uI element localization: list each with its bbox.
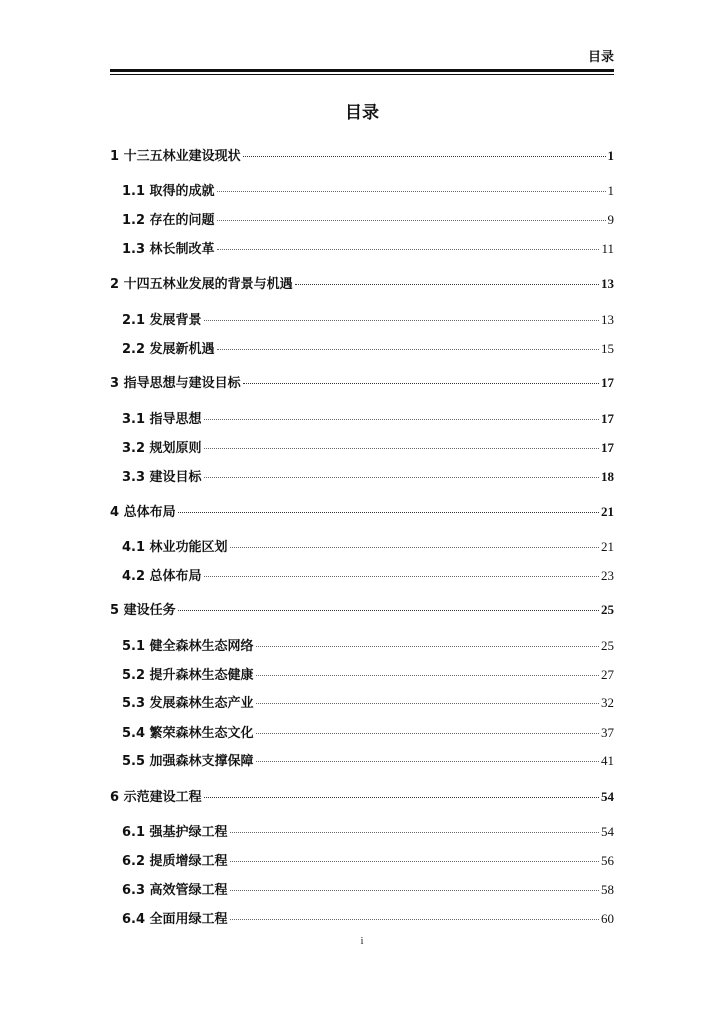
toc-entry-label: 1.2 存在的问题: [122, 213, 215, 228]
toc-entry-label: 6.2 提质增绿工程: [122, 854, 228, 869]
toc-entry-6-1[interactable]: [122, 823, 614, 841]
table-of-contents: [110, 0, 614, 960]
toc-entry-label: 2.2 发展新机遇: [122, 342, 215, 357]
toc-entry-1[interactable]: [110, 147, 614, 165]
running-head: 目录: [587, 50, 614, 65]
toc-entry-page: 56: [601, 853, 614, 868]
toc-entry-label: 4.2 总体布局: [122, 569, 202, 584]
toc-entry-page: 25: [601, 638, 614, 653]
toc-entry-3-2[interactable]: [122, 439, 614, 457]
toc-entry-page: 32: [601, 695, 614, 710]
toc-entry-page: 21: [601, 539, 614, 554]
toc-entry-page: 1: [607, 148, 614, 163]
toc-entry-3[interactable]: [110, 374, 614, 392]
toc-entry-page: 9: [607, 212, 614, 227]
toc-dot-leader: [204, 476, 599, 478]
toc-dot-leader: [256, 760, 599, 762]
toc-dot-leader: [243, 155, 606, 157]
toc-entry-label: 1 十三五林业建设现状: [110, 149, 241, 164]
toc-entry-label: 5.3 发展森林生态产业: [122, 696, 254, 711]
toc-entry-page: 60: [601, 911, 614, 926]
toc-entry-1-2[interactable]: [122, 211, 614, 229]
toc-entry-page: 11: [601, 241, 614, 256]
toc-dot-leader: [230, 546, 599, 548]
toc-entry-label: 3 指导思想与建设目标: [110, 376, 241, 391]
toc-entry-3-3[interactable]: [122, 468, 614, 486]
toc-entry-label: 6 示范建设工程: [110, 790, 202, 805]
toc-entry-label: 5.1 健全森林生态网络: [122, 639, 254, 654]
toc-entry-page: 17: [601, 411, 614, 426]
toc-dot-leader: [204, 418, 599, 420]
toc-dot-leader: [256, 732, 599, 734]
toc-dot-leader: [243, 382, 599, 384]
toc-entry-label: 2.1 发展背景: [122, 313, 202, 328]
toc-entry-5[interactable]: [110, 601, 614, 619]
toc-entry-page: 17: [601, 375, 614, 390]
toc-entry-6-3[interactable]: [122, 881, 614, 899]
toc-entry-5-4[interactable]: [122, 724, 614, 742]
toc-entry-3-1[interactable]: [122, 410, 614, 428]
toc-entry-page: 1: [607, 183, 614, 198]
toc-entry-label: 3.1 指导思想: [122, 412, 202, 427]
toc-entry-page: 41: [601, 753, 614, 768]
toc-entry-5-1[interactable]: [122, 637, 614, 655]
toc-entry-6[interactable]: [110, 788, 614, 806]
toc-entry-5-3[interactable]: [122, 694, 614, 712]
toc-dot-leader: [230, 918, 599, 920]
toc-entry-page: 37: [601, 725, 614, 740]
toc-dot-leader: [217, 190, 606, 192]
toc-entry-page: 15: [601, 341, 614, 356]
toc-entry-label: 4.1 林业功能区划: [122, 540, 228, 555]
toc-entry-page: 21: [601, 504, 614, 519]
toc-entry-label: 5 建设任务: [110, 603, 176, 618]
toc-entry-1-3[interactable]: [122, 240, 614, 258]
toc-entry-6-2[interactable]: [122, 852, 614, 870]
toc-entry-5-5[interactable]: [122, 752, 614, 770]
toc-entry-label: 6.4 全面用绿工程: [122, 912, 228, 927]
toc-entry-1-1[interactable]: [122, 182, 614, 200]
toc-entry-page: 13: [601, 276, 614, 291]
toc-entry-2-2[interactable]: [122, 340, 614, 358]
toc-title: 目录: [345, 103, 379, 123]
toc-dot-leader: [217, 219, 606, 221]
toc-dot-leader: [204, 575, 599, 577]
toc-entry-4-2[interactable]: [122, 567, 614, 585]
page-number: i: [360, 936, 364, 947]
toc-entry-page: 18: [601, 469, 614, 484]
toc-dot-leader: [256, 702, 599, 704]
toc-entry-6-4[interactable]: [122, 910, 614, 928]
toc-dot-leader: [217, 348, 599, 350]
toc-entry-page: 17: [601, 440, 614, 455]
toc-dot-leader: [178, 511, 599, 513]
toc-dot-leader: [230, 889, 599, 891]
toc-entry-page: 54: [601, 824, 614, 839]
toc-entry-2-1[interactable]: [122, 311, 614, 329]
toc-entry-page: 58: [601, 882, 614, 897]
toc-entry-label: 1.1 取得的成就: [122, 184, 215, 199]
toc-entry-label: 2 十四五林业发展的背景与机遇: [110, 277, 293, 292]
toc-entry-label: 5.4 繁荣森林生态文化: [122, 726, 254, 741]
toc-entry-page: 13: [601, 312, 614, 327]
toc-dot-leader: [295, 283, 599, 285]
toc-dot-leader: [256, 674, 599, 676]
toc-dot-leader: [204, 319, 599, 321]
toc-entry-label: 6.3 高效管绿工程: [122, 883, 228, 898]
toc-entry-label: 4 总体布局: [110, 505, 176, 520]
toc-entry-page: 25: [601, 602, 614, 617]
toc-entry-label: 5.2 提升森林生态健康: [122, 668, 254, 683]
toc-dot-leader: [178, 609, 599, 611]
toc-entry-label: 5.5 加强森林支撑保障: [122, 754, 254, 769]
toc-entry-label: 6.1 强基护绿工程: [122, 825, 228, 840]
toc-dot-leader: [204, 796, 599, 798]
toc-dot-leader: [230, 831, 599, 833]
toc-entry-label: 3.2 规划原则: [122, 441, 202, 456]
toc-entry-4[interactable]: [110, 503, 614, 521]
toc-entry-page: 54: [601, 789, 614, 804]
toc-entry-2[interactable]: [110, 275, 614, 293]
toc-entry-4-1[interactable]: [122, 538, 614, 556]
toc-dot-leader: [204, 447, 599, 449]
toc-entry-label: 1.3 林长制改革: [122, 242, 215, 257]
toc-entry-5-2[interactable]: [122, 666, 614, 684]
toc-entry-page: 27: [601, 667, 614, 682]
toc-dot-leader: [256, 645, 599, 647]
toc-entry-page: 23: [601, 568, 614, 583]
toc-dot-leader: [230, 860, 599, 862]
toc-dot-leader: [217, 248, 600, 250]
toc-entry-label: 3.3 建设目标: [122, 470, 202, 485]
